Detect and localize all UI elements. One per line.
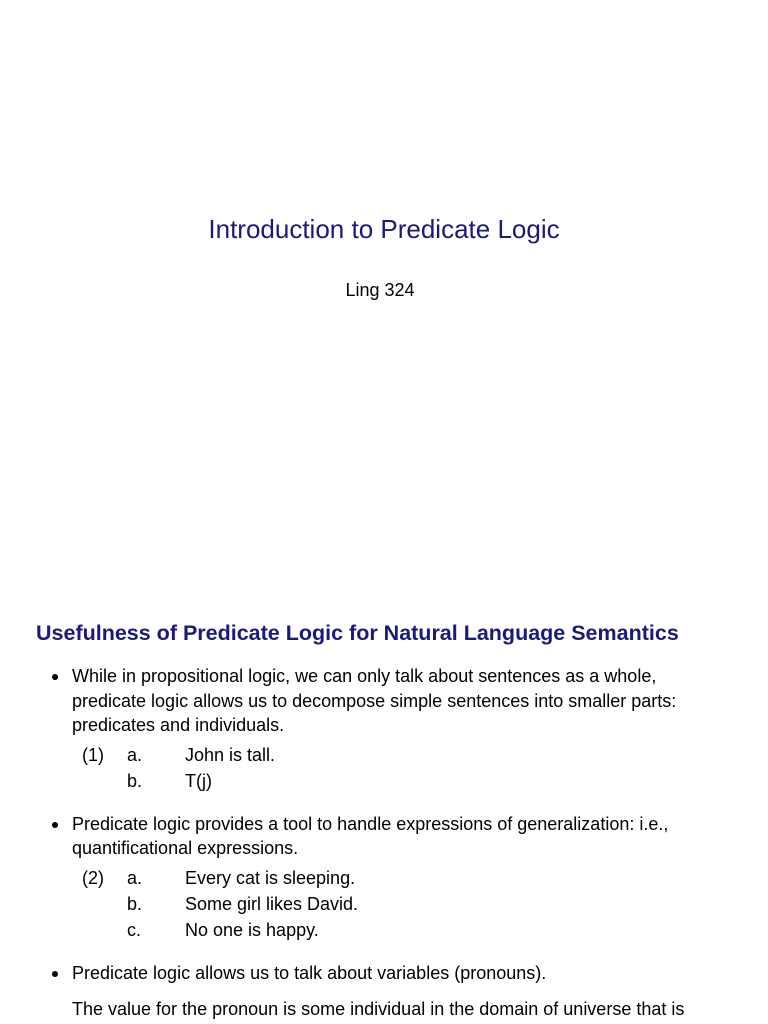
example-text: John is tall.: [185, 744, 276, 765]
example-row: [72, 768, 728, 794]
example-row: [72, 865, 728, 891]
example-number: (1): [82, 744, 104, 765]
example-number: (2): [82, 867, 104, 888]
section-heading: Usefulness of Predicate Logic for Natural Language Semantics: [36, 621, 679, 645]
example-text: T(j): [185, 770, 212, 791]
example-row: [72, 891, 728, 917]
bullet-text: Predicate logic allows us to talk about variables (pronouns).: [72, 962, 547, 983]
bullet-list: [0, 664, 768, 1022]
bullet-item: [0, 664, 768, 794]
example-block: [72, 742, 728, 794]
bullet-text: Predicate logic provides a tool to handle expressions of generalization: i.e., quantificational expressions.: [72, 813, 669, 858]
example-row: [72, 742, 728, 768]
bullet-icon: [52, 822, 58, 828]
bullet-item: [0, 961, 768, 1022]
example-letter: b.: [127, 770, 143, 791]
example-letter: b.: [127, 893, 143, 914]
example-text: No one is happy.: [185, 919, 319, 940]
bullet-icon: [52, 674, 58, 680]
bullet-text: While in propositional logic, we can only talk about sentences as a whole, predicate logic allows us to decompose simple sentences into smaller parts: predicates and individuals.: [72, 666, 677, 735]
example-block: [72, 865, 728, 943]
example-letter: a.: [127, 867, 143, 888]
example-letter: a.: [127, 744, 143, 765]
bullet-item: [0, 812, 768, 943]
slide-title: Introduction to Predicate Logic: [208, 214, 560, 244]
example-text: Some girl likes David.: [185, 893, 359, 914]
bullet-paragraph: The value for the pronoun is some individual in the domain of universe that is: [72, 999, 685, 1019]
example-row: [72, 917, 728, 943]
example-text: Every cat is sleeping.: [185, 867, 356, 888]
example-letter: c.: [127, 919, 142, 940]
bullet-icon: [52, 971, 58, 977]
slide-subtitle: Ling 324: [345, 280, 415, 300]
